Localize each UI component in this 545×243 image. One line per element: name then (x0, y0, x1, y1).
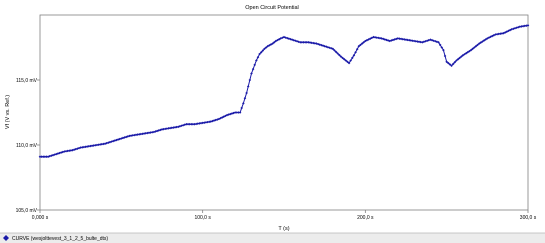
x-tick-label: 0,000 s (31, 215, 49, 221)
y-tick-label: 115,0 mV (15, 78, 37, 84)
x-tick-label: 100,0 s (194, 215, 211, 221)
y-tick-label: 110,0 mV (15, 143, 37, 149)
legend[interactable] (3, 235, 108, 242)
x-tick-label: 300,0 s (519, 215, 537, 221)
x-axis-label: T (s) (278, 226, 290, 232)
plot-area (40, 15, 528, 210)
chart-title: Open Circuit Potential (245, 5, 299, 11)
x-tick-label: 200,0 s (357, 215, 374, 221)
y-axis-label: Vf (V vs. Ref.) (5, 94, 11, 130)
legend-label: CURVE (wesjolttevest_3_1_2_5_bulte_dts) (12, 236, 109, 242)
y-tick-label: 105,0 mV (15, 208, 37, 214)
